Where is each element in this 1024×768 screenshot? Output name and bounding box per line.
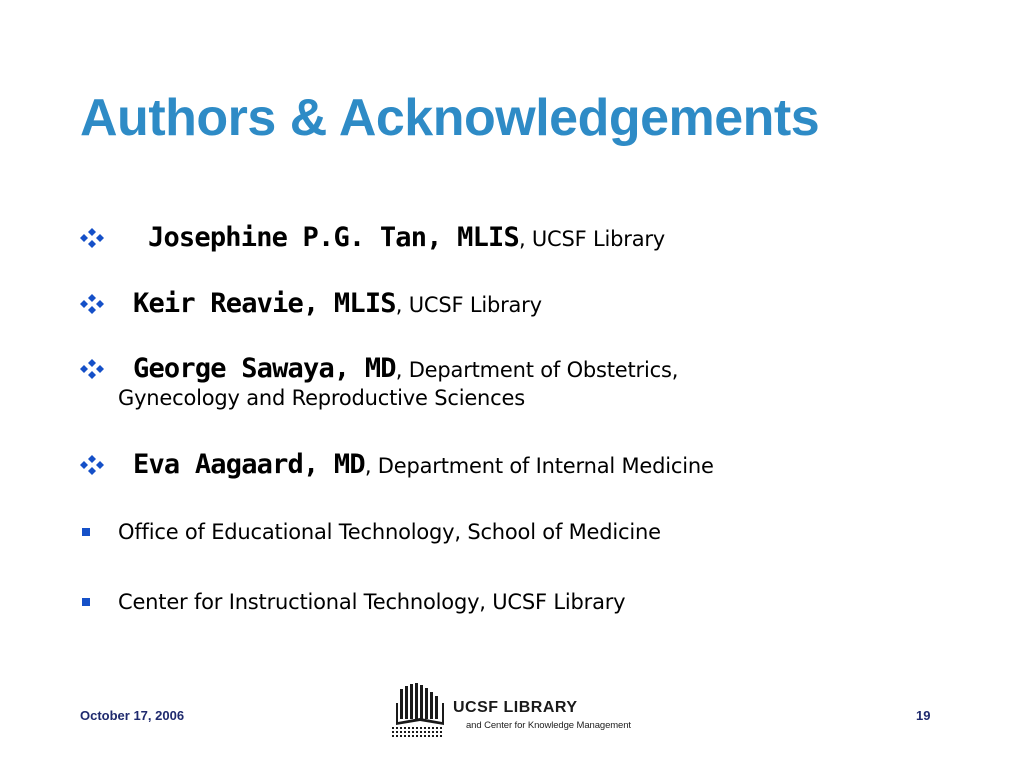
author-affiliation: , UCSF Library: [395, 293, 542, 317]
ucsf-library-logo: [390, 683, 640, 741]
acknowledgement-item: [80, 520, 980, 544]
author-item: [80, 288, 980, 319]
author-item: [80, 222, 980, 253]
four-diamond-bullet-icon: [80, 455, 124, 475]
author-affiliation-continuation: Gynecology and Reproductive Sciences: [118, 386, 525, 410]
square-bullet-icon: [80, 525, 118, 539]
logo-subtitle: and Center for Knowledge Management: [466, 720, 631, 731]
slide-title: Authors & Acknowledgements: [80, 89, 820, 147]
four-diamond-bullet-icon: [80, 294, 124, 314]
four-diamond-bullet-icon: [80, 228, 124, 248]
author-name: Josephine P.G. Tan, MLIS: [148, 222, 519, 253]
author-name: Eva Aagaard, MD: [133, 449, 365, 480]
acknowledgement-text: Office of Educational Technology, School of Medicine: [118, 520, 661, 544]
acknowledgement-item: [80, 590, 980, 614]
author-name: George Sawaya, MD: [133, 353, 396, 384]
author-affiliation: , Department of Obstetrics,: [395, 358, 679, 382]
author-item: [80, 353, 980, 410]
author-name: Keir Reavie, MLIS: [133, 288, 396, 319]
logo-title: UCSF LIBRARY: [453, 699, 578, 716]
acknowledgement-text: Center for Instructional Technology, UCSF Library: [118, 590, 626, 614]
square-bullet-icon: [80, 595, 118, 609]
author-affiliation: , UCSF Library: [518, 227, 666, 251]
footer-date: October 17, 2006: [80, 708, 185, 723]
author-affiliation: , Department of Internal Medicine: [364, 454, 714, 478]
four-diamond-bullet-icon: [80, 359, 124, 379]
library-building-logo-icon: [390, 683, 450, 741]
page-number: 19: [916, 708, 931, 723]
author-item: [80, 449, 980, 480]
